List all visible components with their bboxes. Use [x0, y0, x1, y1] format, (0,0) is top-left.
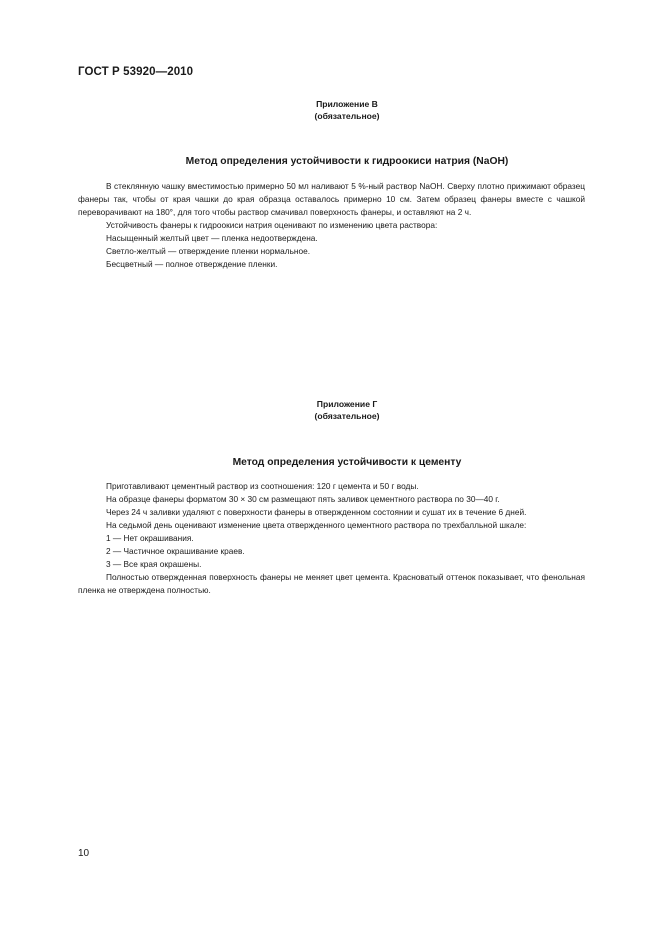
appendix-v-status: (обязательное) [314, 111, 380, 121]
appendix-v-label: Приложение В [316, 99, 378, 109]
appendix-v-result-1: Насыщенный желтый цвет — пленка недоотверждена. [106, 233, 318, 243]
appendix-g-heading [0, 398, 661, 422]
appendix-g-paragraph-2: На образце фанеры форматом 30 × 30 см размещают пять заливок цементного раствора по 30—40 г. [106, 494, 500, 504]
appendix-g-paragraph-1: Приготавливают цементный раствор из соотношения: 120 г цемента и 50 г воды. [106, 481, 419, 491]
appendix-g-score-3: 3 — Все края окрашены. [106, 559, 202, 569]
appendix-g-body [78, 480, 585, 597]
appendix-g-paragraph-3: Через 24 ч заливки удаляют с поверхности фанеры в отвержденном состоянии и сушат их в течение 6 дней. [106, 507, 527, 517]
appendix-g-score-1: 1 — Нет окрашивания. [106, 533, 194, 543]
page-number: 10 [78, 848, 90, 859]
appendix-v-result-2: Светло-желтый — отверждение пленки нормальное. [106, 246, 311, 256]
document-standard-number: ГОСТ Р 53920—2010 [78, 66, 194, 78]
appendix-g-label: Приложение Г [316, 399, 378, 409]
appendix-g-paragraph-5: Полностью отвержденная поверхность фанеры не меняет цвет цемента. Красноватый оттенок показывает, что фенольная пленка не отверждена полностью. [78, 572, 585, 595]
appendix-g-paragraph-4: На седьмой день оценивают изменение цвета отвержденного цементного раствора по трехбалльной шкале: [106, 520, 527, 530]
appendix-g-score-2: 2 — Частичное окрашивание краев. [106, 546, 245, 556]
appendix-g-status: (обязательное) [314, 411, 380, 421]
appendix-v-result-3: Бесцветный — полное отверждение пленки. [106, 259, 278, 269]
appendix-v-body [78, 180, 585, 271]
appendix-v-paragraph-1: В стеклянную чашку вместимостью примерно 50 мл наливают 5 %-ный раствор NaOH. Сверху плотно прижимают образец фанеры так, чтобы от края чашки до края образца оставалось примерно 10 см. Затем образец фанеры вместе с чашкой переворачивают на 180°, для того чтобы раствор смачивал поверхность фанеры, и оставляют на 2 ч. [78, 181, 585, 217]
appendix-v-title: Метод определения устойчивости к гидроокиси натрия (NaOH) [185, 156, 509, 167]
appendix-v-heading [0, 98, 661, 122]
appendix-g-title: Метод определения устойчивости к цементу [232, 457, 462, 468]
appendix-v-paragraph-2: Устойчивость фанеры к гидроокиси натрия оценивают по изменению цвета раствора: [106, 220, 438, 230]
